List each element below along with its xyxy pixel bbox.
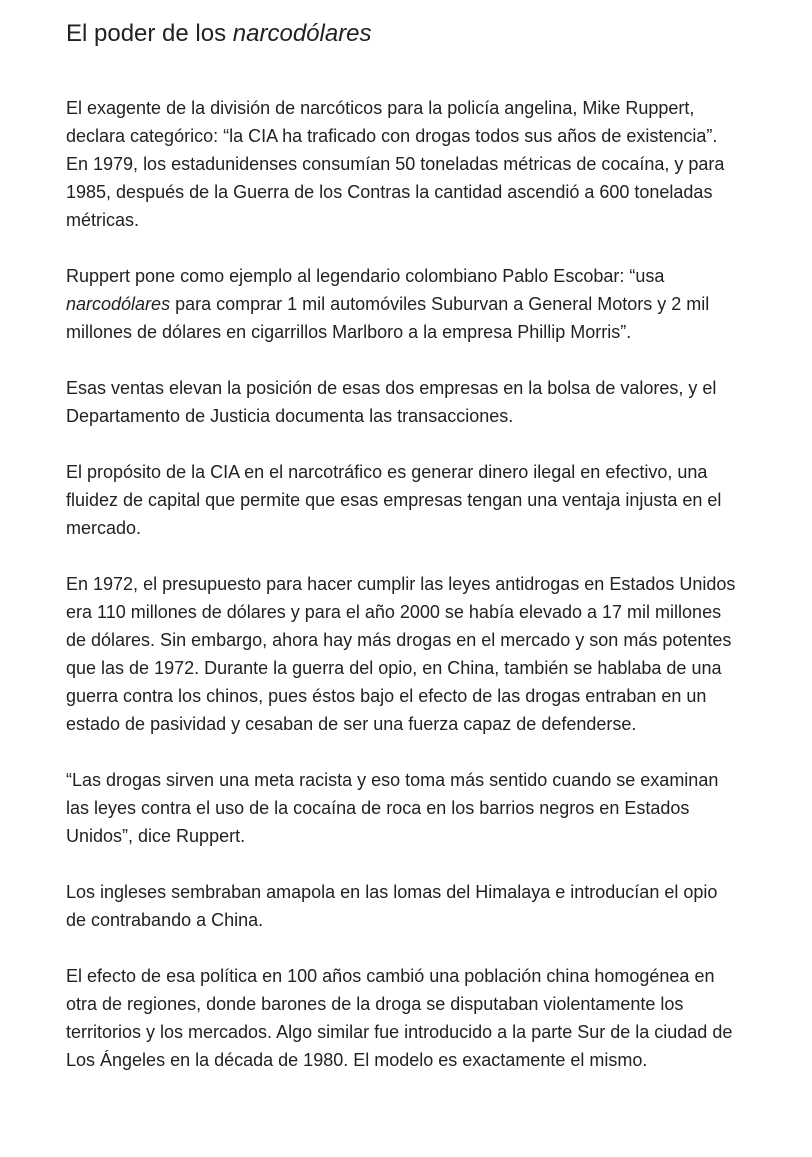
paragraph-8: El efecto de esa política en 100 años cambió una población china homogénea en otra de regiones, donde barones de la droga se disputaban violentamente los territorios y los mercados. Algo similar fue introducido a la parte Sur de la ciudad de Los Ángeles en la década de 1980. El modelo es exactamente el mismo. [66, 966, 733, 1070]
paragraph-7: Los ingleses sembraban amapola en las lomas del Himalaya e introducían el opio de contrabando a China. [66, 882, 718, 930]
paragraph-2-emphasis: narcodólares [66, 294, 171, 314]
paragraph-5: En 1972, el presupuesto para hacer cumplir las leyes antidrogas en Estados Unidos era 110 millones de dólares y para el año 2000 se había elevado a 17 mil millones de dólares. Sin embargo, ahora hay más drogas en el mercado y son más potentes que las de 1972. Durante la guerra del opio, en China, también se hablaba de una guerra contra los chinos, pues éstos bajo el efecto de las drogas entraban en un estado de pasividad y cesaban de ser una fuerza capaz de defenderse. [66, 574, 736, 734]
title-emphasis: narcodólares [232, 20, 372, 47]
paragraph-2-text-before: Ruppert pone como ejemplo al legendario colombiano Pablo Escobar: “usa [66, 266, 665, 286]
article-title [66, 18, 738, 50]
article-body [66, 94, 738, 1074]
paragraph-2-text-after: para comprar 1 mil automóviles Suburvan a General Motors y 2 mil millones de dólares en cigarrillos Marlboro a la empresa Phillip Morris”. [66, 294, 710, 342]
paragraph-4: El propósito de la CIA en el narcotráfico es generar dinero ilegal en efectivo, una fluidez de capital que permite que esas empresas tengan una ventaja injusta en el mercado. [66, 462, 722, 538]
paragraph-2 [66, 262, 738, 346]
title-text: El poder de los [66, 20, 233, 47]
paragraph-6: “Las drogas sirven una meta racista y eso toma más sentido cuando se examinan las leyes contra el uso de la cocaína de roca en los barrios negros en Estados Unidos”, dice Ruppert. [66, 770, 719, 846]
article [66, 18, 738, 1102]
paragraph-3: Esas ventas elevan la posición de esas dos empresas en la bolsa de valores, y el Departamento de Justicia documenta las transacciones. [66, 378, 717, 426]
paragraph-1: El exagente de la división de narcóticos para la policía angelina, Mike Ruppert, declara categórico: “la CIA ha traficado con drogas todos sus años de existencia”. En 1979, los estadunidenses consumían 50 toneladas métricas de cocaína, y para 1985, después de la Guerra de los Contras la cantidad ascendió a 600 toneladas métricas. [66, 98, 725, 230]
